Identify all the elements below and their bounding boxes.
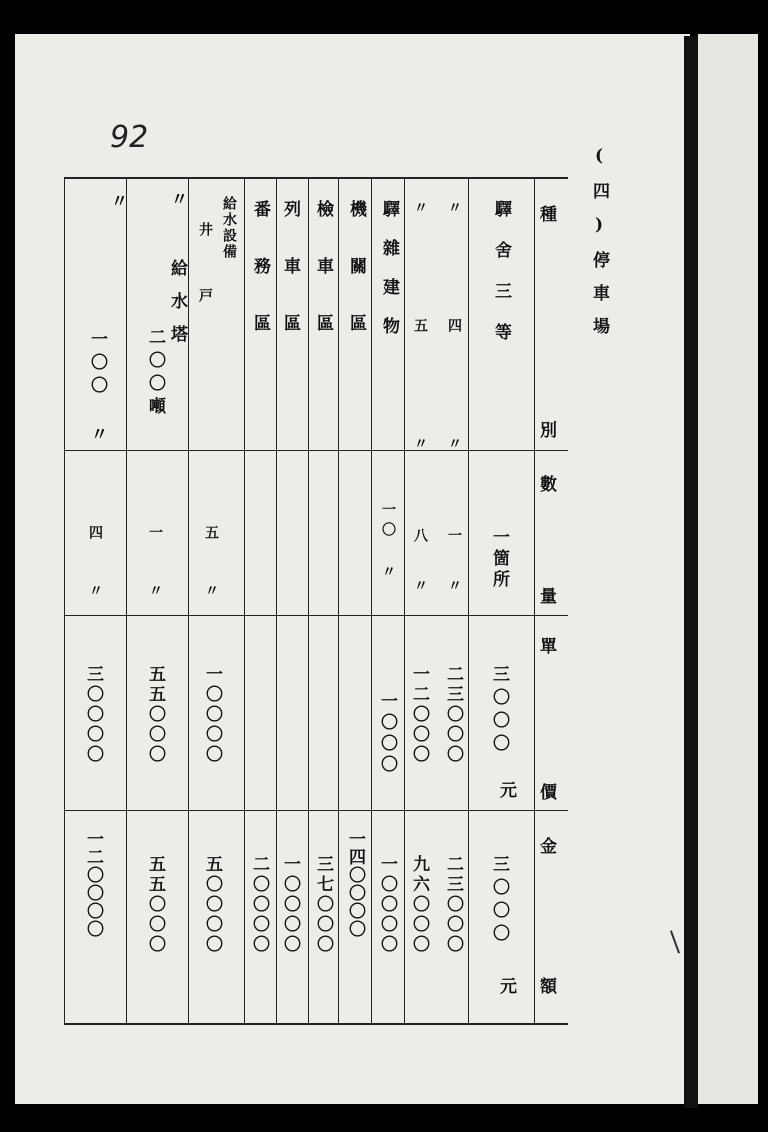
header-qty-1: 數 (540, 475, 557, 495)
header-qty-2: 量 (540, 587, 557, 607)
row-type: 列車區 (280, 200, 300, 371)
header-unit-2: 價 (540, 783, 557, 803)
row-qty: 八 〃 (412, 528, 428, 602)
row-type: 〃 給水塔 (167, 190, 187, 358)
row-qty: 一 〃 (446, 528, 462, 602)
row-qty: 四 〃 (87, 525, 103, 611)
row-unit-price: 一二〇〇〇 (409, 665, 429, 765)
section-title: (四)停車場 (589, 146, 609, 350)
header-amount-1: 金 (540, 837, 557, 857)
row-amount: 三七〇〇〇 (313, 855, 333, 955)
facing-page-edge (698, 34, 758, 1104)
row-amount: 一〇〇〇〇 (280, 855, 300, 955)
row-type: 給水設備 (221, 196, 237, 260)
header-unit-1: 單 (540, 637, 557, 657)
column-divider (276, 179, 277, 1023)
row-type: 驛雜建物 (379, 200, 399, 356)
row-amount: 一〇〇〇〇 (377, 855, 397, 955)
header-amount-2: 額 (540, 977, 557, 997)
row-amount: 三〇〇〇 (489, 855, 509, 947)
header-type-2: 別 (540, 421, 557, 441)
column-divider (244, 179, 245, 1023)
row-type: 〃 (107, 192, 127, 209)
row-amount: 九六〇〇〇 (409, 855, 429, 955)
page-number: 92 (110, 120, 149, 155)
amount-yen: 元 (500, 977, 517, 997)
book-spine (684, 36, 698, 1108)
header-type-1: 種 (540, 205, 557, 225)
column-divider (534, 179, 535, 1023)
column-divider (404, 179, 405, 1023)
row-type: 機關區 (346, 200, 366, 371)
row-unit-price: 三〇〇〇 (489, 665, 509, 757)
row-type: 檢車區 (313, 200, 333, 371)
row-unit-price: 五五〇〇〇 (145, 665, 165, 765)
row-amount: 五〇〇〇〇 (202, 855, 222, 955)
row-divider (64, 810, 568, 811)
row-unit-price: 一〇〇〇〇 (202, 665, 222, 765)
row-qty: 五 〃 (203, 525, 219, 611)
row-type: 〃 五 〃 (412, 200, 428, 494)
row-type: 番務區 (250, 200, 270, 371)
column-divider (371, 179, 372, 1023)
row-amount: 一四〇〇〇〇 (345, 830, 365, 938)
row-type-sub: 井戸 (197, 222, 213, 354)
row-divider (64, 450, 568, 451)
column-divider (308, 179, 309, 1023)
row-amount: 二三〇〇〇 (443, 855, 463, 955)
row-type: 〃 四 〃 (446, 200, 462, 494)
row-divider (64, 615, 568, 616)
column-divider (64, 179, 65, 1023)
row-type-sub: 一〇〇 〃 (87, 330, 107, 448)
column-divider (468, 179, 469, 1023)
row-qty: 一〇 〃 (380, 502, 396, 584)
column-divider (338, 179, 339, 1023)
row-qty: 一箇所 (489, 528, 509, 591)
row-unit-price: 二三〇〇〇 (443, 665, 463, 765)
column-divider (126, 179, 127, 1023)
row-unit-price: 三〇〇〇〇 (83, 665, 103, 765)
row-type: 驛舍三等 (491, 200, 511, 364)
row-qty: 一 〃 (147, 525, 163, 611)
row-type-sub: 二〇〇噸 (145, 328, 165, 420)
row-amount: 五五〇〇〇 (145, 855, 165, 955)
row-unit-price: 一〇〇〇 (377, 692, 397, 776)
column-divider (188, 179, 189, 1023)
row-amount: 一二〇〇〇〇 (83, 830, 103, 938)
unit-yen: 元 (500, 781, 517, 801)
row-amount: 二〇〇〇〇 (249, 855, 269, 955)
